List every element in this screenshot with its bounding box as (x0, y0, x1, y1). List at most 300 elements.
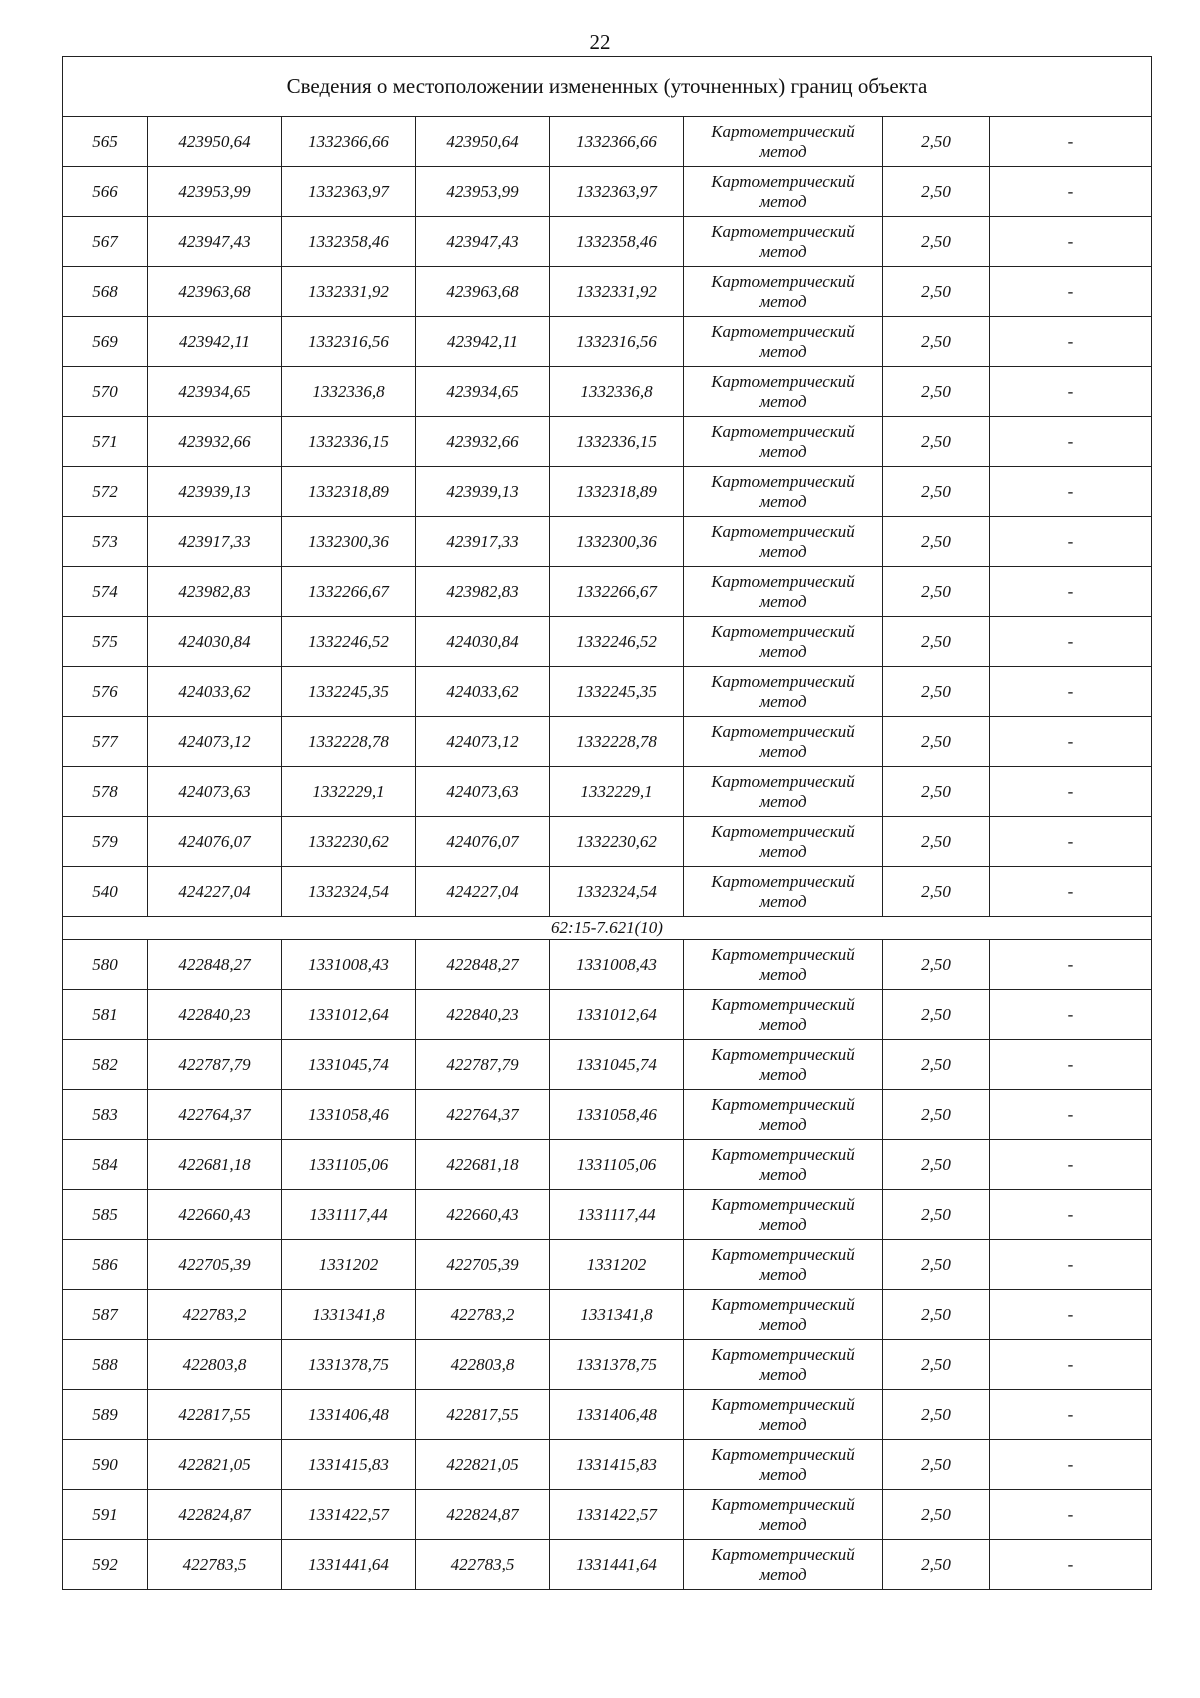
x-new: 423942,11 (416, 317, 550, 367)
x-existing: 424033,62 (148, 667, 282, 717)
x-existing: 423939,13 (148, 467, 282, 517)
notes: - (990, 317, 1152, 367)
x-existing: 422783,2 (148, 1290, 282, 1340)
method-cell (684, 517, 883, 567)
method-line1: Картометрический (711, 771, 855, 791)
precision: 2,50 (883, 1340, 990, 1390)
y-existing: 1331406,48 (282, 1390, 416, 1440)
table-row (63, 617, 1152, 667)
method-line2: метод (759, 741, 807, 761)
y-new: 1332324,54 (550, 867, 684, 917)
y-new: 1332336,8 (550, 367, 684, 417)
method-cell (684, 167, 883, 217)
notes: - (990, 767, 1152, 817)
method-line2: метод (759, 691, 807, 711)
y-existing: 1331202 (282, 1240, 416, 1290)
x-new: 423932,66 (416, 417, 550, 467)
y-new: 1331341,8 (550, 1290, 684, 1340)
precision: 2,50 (883, 1490, 990, 1540)
x-existing: 424227,04 (148, 867, 282, 917)
y-new: 1332229,1 (550, 767, 684, 817)
table-row (63, 367, 1152, 417)
y-existing: 1332245,35 (282, 667, 416, 717)
precision: 2,50 (883, 117, 990, 167)
method-cell (684, 1090, 883, 1140)
method-line1: Картометрический (711, 421, 855, 441)
y-new: 1331441,64 (550, 1540, 684, 1590)
x-new: 424073,12 (416, 717, 550, 767)
precision: 2,50 (883, 867, 990, 917)
y-new: 1332300,36 (550, 517, 684, 567)
y-new: 1332366,66 (550, 117, 684, 167)
precision: 2,50 (883, 567, 990, 617)
y-existing: 1332358,46 (282, 217, 416, 267)
notes: - (990, 1090, 1152, 1140)
method-line2: метод (759, 791, 807, 811)
method-line1: Картометрический (711, 1144, 855, 1164)
x-existing: 424030,84 (148, 617, 282, 667)
notes: - (990, 567, 1152, 617)
notes: - (990, 1490, 1152, 1540)
precision: 2,50 (883, 167, 990, 217)
x-existing: 422803,8 (148, 1340, 282, 1390)
point-number: 592 (63, 1540, 148, 1590)
method-cell (684, 817, 883, 867)
y-existing: 1332363,97 (282, 167, 416, 217)
y-new: 1331415,83 (550, 1440, 684, 1490)
point-number: 565 (63, 117, 148, 167)
method-cell (684, 1390, 883, 1440)
table-row (63, 767, 1152, 817)
method-line1: Картометрический (711, 1444, 855, 1464)
method-line2: метод (759, 441, 807, 461)
notes: - (990, 1390, 1152, 1440)
point-number: 576 (63, 667, 148, 717)
x-existing: 423947,43 (148, 217, 282, 267)
x-new: 422764,37 (416, 1090, 550, 1140)
y-existing: 1332366,66 (282, 117, 416, 167)
method-line1: Картометрический (711, 944, 855, 964)
x-new: 422660,43 (416, 1190, 550, 1240)
point-number: 591 (63, 1490, 148, 1540)
notes: - (990, 667, 1152, 717)
notes: - (990, 1540, 1152, 1590)
method-line1: Картометрический (711, 221, 855, 241)
x-existing: 422824,87 (148, 1490, 282, 1540)
method-line2: метод (759, 1364, 807, 1384)
y-new: 1331117,44 (550, 1190, 684, 1240)
notes: - (990, 467, 1152, 517)
method-line2: метод (759, 1064, 807, 1084)
point-number: 586 (63, 1240, 148, 1290)
method-line1: Картометрический (711, 994, 855, 1014)
method-line1: Картометрический (711, 1244, 855, 1264)
notes: - (990, 717, 1152, 767)
x-existing: 422787,79 (148, 1040, 282, 1090)
precision: 2,50 (883, 1090, 990, 1140)
table-row (63, 117, 1152, 167)
point-number: 584 (63, 1140, 148, 1190)
method-line1: Картометрический (711, 671, 855, 691)
y-existing: 1332336,15 (282, 417, 416, 467)
method-line1: Картометрический (711, 571, 855, 591)
point-number: 583 (63, 1090, 148, 1140)
y-existing: 1331105,06 (282, 1140, 416, 1190)
x-new: 423939,13 (416, 467, 550, 517)
y-new: 1332228,78 (550, 717, 684, 767)
method-line2: метод (759, 191, 807, 211)
table-row (63, 1140, 1152, 1190)
table-row (63, 1390, 1152, 1440)
table-row (63, 1240, 1152, 1290)
method-line2: метод (759, 1464, 807, 1484)
y-new: 1331406,48 (550, 1390, 684, 1440)
y-new: 1332246,52 (550, 617, 684, 667)
x-existing: 422817,55 (148, 1390, 282, 1440)
notes: - (990, 167, 1152, 217)
table-row (63, 1340, 1152, 1390)
y-existing: 1331117,44 (282, 1190, 416, 1240)
method-cell (684, 1290, 883, 1340)
x-existing: 423963,68 (148, 267, 282, 317)
table-row (63, 417, 1152, 467)
table-row (63, 1040, 1152, 1090)
method-line1: Картометрический (711, 821, 855, 841)
method-line1: Картометрический (711, 321, 855, 341)
method-cell (684, 717, 883, 767)
point-number: 573 (63, 517, 148, 567)
y-new: 1332331,92 (550, 267, 684, 317)
y-existing: 1332266,67 (282, 567, 416, 617)
y-new: 1332336,15 (550, 417, 684, 467)
method-line2: метод (759, 1164, 807, 1184)
method-line2: метод (759, 1264, 807, 1284)
precision: 2,50 (883, 217, 990, 267)
y-new: 1332363,97 (550, 167, 684, 217)
x-new: 424073,63 (416, 767, 550, 817)
table-row (63, 567, 1152, 617)
precision: 2,50 (883, 267, 990, 317)
precision: 2,50 (883, 417, 990, 467)
y-existing: 1331415,83 (282, 1440, 416, 1490)
y-new: 1332358,46 (550, 217, 684, 267)
x-existing: 422764,37 (148, 1090, 282, 1140)
x-existing: 423953,99 (148, 167, 282, 217)
table-row (63, 517, 1152, 567)
method-line2: метод (759, 964, 807, 984)
method-line2: метод (759, 341, 807, 361)
x-existing: 423942,11 (148, 317, 282, 367)
x-existing: 424076,07 (148, 817, 282, 867)
x-new: 422848,27 (416, 940, 550, 990)
x-new: 422783,5 (416, 1540, 550, 1590)
table-row (63, 667, 1152, 717)
x-new: 424227,04 (416, 867, 550, 917)
x-existing: 423982,83 (148, 567, 282, 617)
x-existing: 422681,18 (148, 1140, 282, 1190)
table-title-row (63, 57, 1152, 117)
notes: - (990, 1140, 1152, 1190)
precision: 2,50 (883, 940, 990, 990)
precision: 2,50 (883, 467, 990, 517)
method-line1: Картометрический (711, 521, 855, 541)
method-line2: метод (759, 591, 807, 611)
notes: - (990, 1340, 1152, 1390)
notes: - (990, 517, 1152, 567)
table-row (63, 467, 1152, 517)
method-line2: метод (759, 491, 807, 511)
table-row (63, 167, 1152, 217)
method-line1: Картометрический (711, 721, 855, 741)
y-new: 1331422,57 (550, 1490, 684, 1540)
point-number: 577 (63, 717, 148, 767)
notes: - (990, 940, 1152, 990)
x-new: 423947,43 (416, 217, 550, 267)
precision: 2,50 (883, 717, 990, 767)
method-cell (684, 1340, 883, 1390)
method-line2: метод (759, 1014, 807, 1034)
point-number: 571 (63, 417, 148, 467)
table-body (63, 57, 1152, 1590)
point-number: 569 (63, 317, 148, 367)
precision: 2,50 (883, 517, 990, 567)
x-new: 422705,39 (416, 1240, 550, 1290)
notes: - (990, 1290, 1152, 1340)
table-row (63, 717, 1152, 767)
x-existing: 422783,5 (148, 1540, 282, 1590)
page-number: 22 (589, 30, 611, 54)
point-number: 567 (63, 217, 148, 267)
method-line1: Картометрический (711, 1494, 855, 1514)
point-number: 568 (63, 267, 148, 317)
method-cell (684, 1190, 883, 1240)
x-new: 422817,55 (416, 1390, 550, 1440)
x-new: 423963,68 (416, 267, 550, 317)
point-number: 574 (63, 567, 148, 617)
precision: 2,50 (883, 1540, 990, 1590)
point-number: 587 (63, 1290, 148, 1340)
y-existing: 1331341,8 (282, 1290, 416, 1340)
method-cell (684, 990, 883, 1040)
method-line1: Картометрический (711, 1194, 855, 1214)
method-cell (684, 117, 883, 167)
y-new: 1332318,89 (550, 467, 684, 517)
point-number: 540 (63, 867, 148, 917)
table-row (63, 217, 1152, 267)
method-cell (684, 1490, 883, 1540)
method-cell (684, 1540, 883, 1590)
x-new: 422821,05 (416, 1440, 550, 1490)
method-line1: Картометрический (711, 271, 855, 291)
x-new: 423934,65 (416, 367, 550, 417)
y-existing: 1332331,92 (282, 267, 416, 317)
y-new: 1331202 (550, 1240, 684, 1290)
notes: - (990, 217, 1152, 267)
boundary-coordinates-table (62, 56, 1152, 1590)
point-number: 566 (63, 167, 148, 217)
y-existing: 1332324,54 (282, 867, 416, 917)
precision: 2,50 (883, 667, 990, 717)
method-line2: метод (759, 841, 807, 861)
table-row (63, 1290, 1152, 1340)
notes: - (990, 617, 1152, 667)
method-cell (684, 1040, 883, 1090)
y-new: 1332230,62 (550, 817, 684, 867)
point-number: 589 (63, 1390, 148, 1440)
method-cell (684, 217, 883, 267)
method-line1: Картометрический (711, 171, 855, 191)
method-line2: метод (759, 1114, 807, 1134)
table-row (63, 267, 1152, 317)
y-existing: 1332228,78 (282, 717, 416, 767)
x-new: 422803,8 (416, 1340, 550, 1390)
method-line2: метод (759, 141, 807, 161)
table-row (63, 990, 1152, 1040)
method-cell (684, 667, 883, 717)
x-new: 422783,2 (416, 1290, 550, 1340)
x-new: 424033,62 (416, 667, 550, 717)
notes: - (990, 1190, 1152, 1240)
y-existing: 1331008,43 (282, 940, 416, 990)
method-cell (684, 567, 883, 617)
x-existing: 422840,23 (148, 990, 282, 1040)
method-cell (684, 867, 883, 917)
y-new: 1331012,64 (550, 990, 684, 1040)
y-existing: 1331058,46 (282, 1090, 416, 1140)
method-line1: Картометрический (711, 471, 855, 491)
precision: 2,50 (883, 1440, 990, 1490)
point-number: 582 (63, 1040, 148, 1090)
method-line2: метод (759, 1314, 807, 1334)
method-line1: Картометрический (711, 121, 855, 141)
notes: - (990, 417, 1152, 467)
y-existing: 1331012,64 (282, 990, 416, 1040)
method-cell (684, 1140, 883, 1190)
x-new: 422824,87 (416, 1490, 550, 1540)
y-new: 1332266,67 (550, 567, 684, 617)
precision: 2,50 (883, 1190, 990, 1240)
y-existing: 1331422,57 (282, 1490, 416, 1540)
method-line2: метод (759, 1514, 807, 1534)
precision: 2,50 (883, 1390, 990, 1440)
y-new: 1331105,06 (550, 1140, 684, 1190)
method-line2: метод (759, 1414, 807, 1434)
y-existing: 1332300,36 (282, 517, 416, 567)
point-number: 575 (63, 617, 148, 667)
method-cell (684, 1440, 883, 1490)
y-new: 1331058,46 (550, 1090, 684, 1140)
y-new: 1331008,43 (550, 940, 684, 990)
point-number: 580 (63, 940, 148, 990)
notes: - (990, 367, 1152, 417)
method-line2: метод (759, 291, 807, 311)
x-new: 424030,84 (416, 617, 550, 667)
precision: 2,50 (883, 1290, 990, 1340)
x-new: 422681,18 (416, 1140, 550, 1190)
y-existing: 1332336,8 (282, 367, 416, 417)
y-existing: 1332318,89 (282, 467, 416, 517)
method-line1: Картометрический (711, 1294, 855, 1314)
x-existing: 422821,05 (148, 1440, 282, 1490)
method-cell (684, 940, 883, 990)
notes: - (990, 1040, 1152, 1090)
table-row (63, 317, 1152, 367)
method-cell (684, 617, 883, 667)
notes: - (990, 267, 1152, 317)
method-line2: метод (759, 1214, 807, 1234)
method-line1: Картометрический (711, 871, 855, 891)
point-number: 590 (63, 1440, 148, 1490)
table-title: Сведения о местоположении измененных (уточненных) границ объекта (63, 57, 1152, 117)
x-existing: 422848,27 (148, 940, 282, 990)
table-row (63, 1490, 1152, 1540)
x-existing: 423950,64 (148, 117, 282, 167)
x-new: 423982,83 (416, 567, 550, 617)
method-line2: метод (759, 891, 807, 911)
method-line2: метод (759, 1564, 807, 1584)
notes: - (990, 1440, 1152, 1490)
x-existing: 423917,33 (148, 517, 282, 567)
method-line2: метод (759, 541, 807, 561)
precision: 2,50 (883, 317, 990, 367)
point-number: 588 (63, 1340, 148, 1390)
notes: - (990, 990, 1152, 1040)
precision: 2,50 (883, 1240, 990, 1290)
method-line2: метод (759, 391, 807, 411)
precision: 2,50 (883, 1140, 990, 1190)
method-cell (684, 367, 883, 417)
table-row (63, 867, 1152, 917)
x-new: 423950,64 (416, 117, 550, 167)
method-cell (684, 1240, 883, 1290)
y-existing: 1332316,56 (282, 317, 416, 367)
precision: 2,50 (883, 617, 990, 667)
x-new: 423953,99 (416, 167, 550, 217)
method-line1: Картометрический (711, 1544, 855, 1564)
x-new: 422787,79 (416, 1040, 550, 1090)
precision: 2,50 (883, 1040, 990, 1090)
x-existing: 422705,39 (148, 1240, 282, 1290)
precision: 2,50 (883, 817, 990, 867)
y-existing: 1331045,74 (282, 1040, 416, 1090)
x-existing: 423932,66 (148, 417, 282, 467)
point-number: 570 (63, 367, 148, 417)
point-number: 585 (63, 1190, 148, 1240)
point-number: 581 (63, 990, 148, 1040)
table-row (63, 1440, 1152, 1490)
section-label: 62:15-7.621(10) (63, 917, 1152, 940)
x-existing: 424073,63 (148, 767, 282, 817)
x-new: 422840,23 (416, 990, 550, 1040)
table-row (63, 1540, 1152, 1590)
point-number: 578 (63, 767, 148, 817)
y-new: 1332245,35 (550, 667, 684, 717)
method-cell (684, 767, 883, 817)
x-existing: 422660,43 (148, 1190, 282, 1240)
table-row (63, 1190, 1152, 1240)
y-existing: 1332229,1 (282, 767, 416, 817)
x-existing: 423934,65 (148, 367, 282, 417)
precision: 2,50 (883, 367, 990, 417)
y-new: 1331378,75 (550, 1340, 684, 1390)
y-existing: 1331378,75 (282, 1340, 416, 1390)
point-number: 579 (63, 817, 148, 867)
method-line1: Картометрический (711, 1394, 855, 1414)
notes: - (990, 117, 1152, 167)
method-line1: Картометрический (711, 1094, 855, 1114)
y-existing: 1331441,64 (282, 1540, 416, 1590)
notes: - (990, 867, 1152, 917)
